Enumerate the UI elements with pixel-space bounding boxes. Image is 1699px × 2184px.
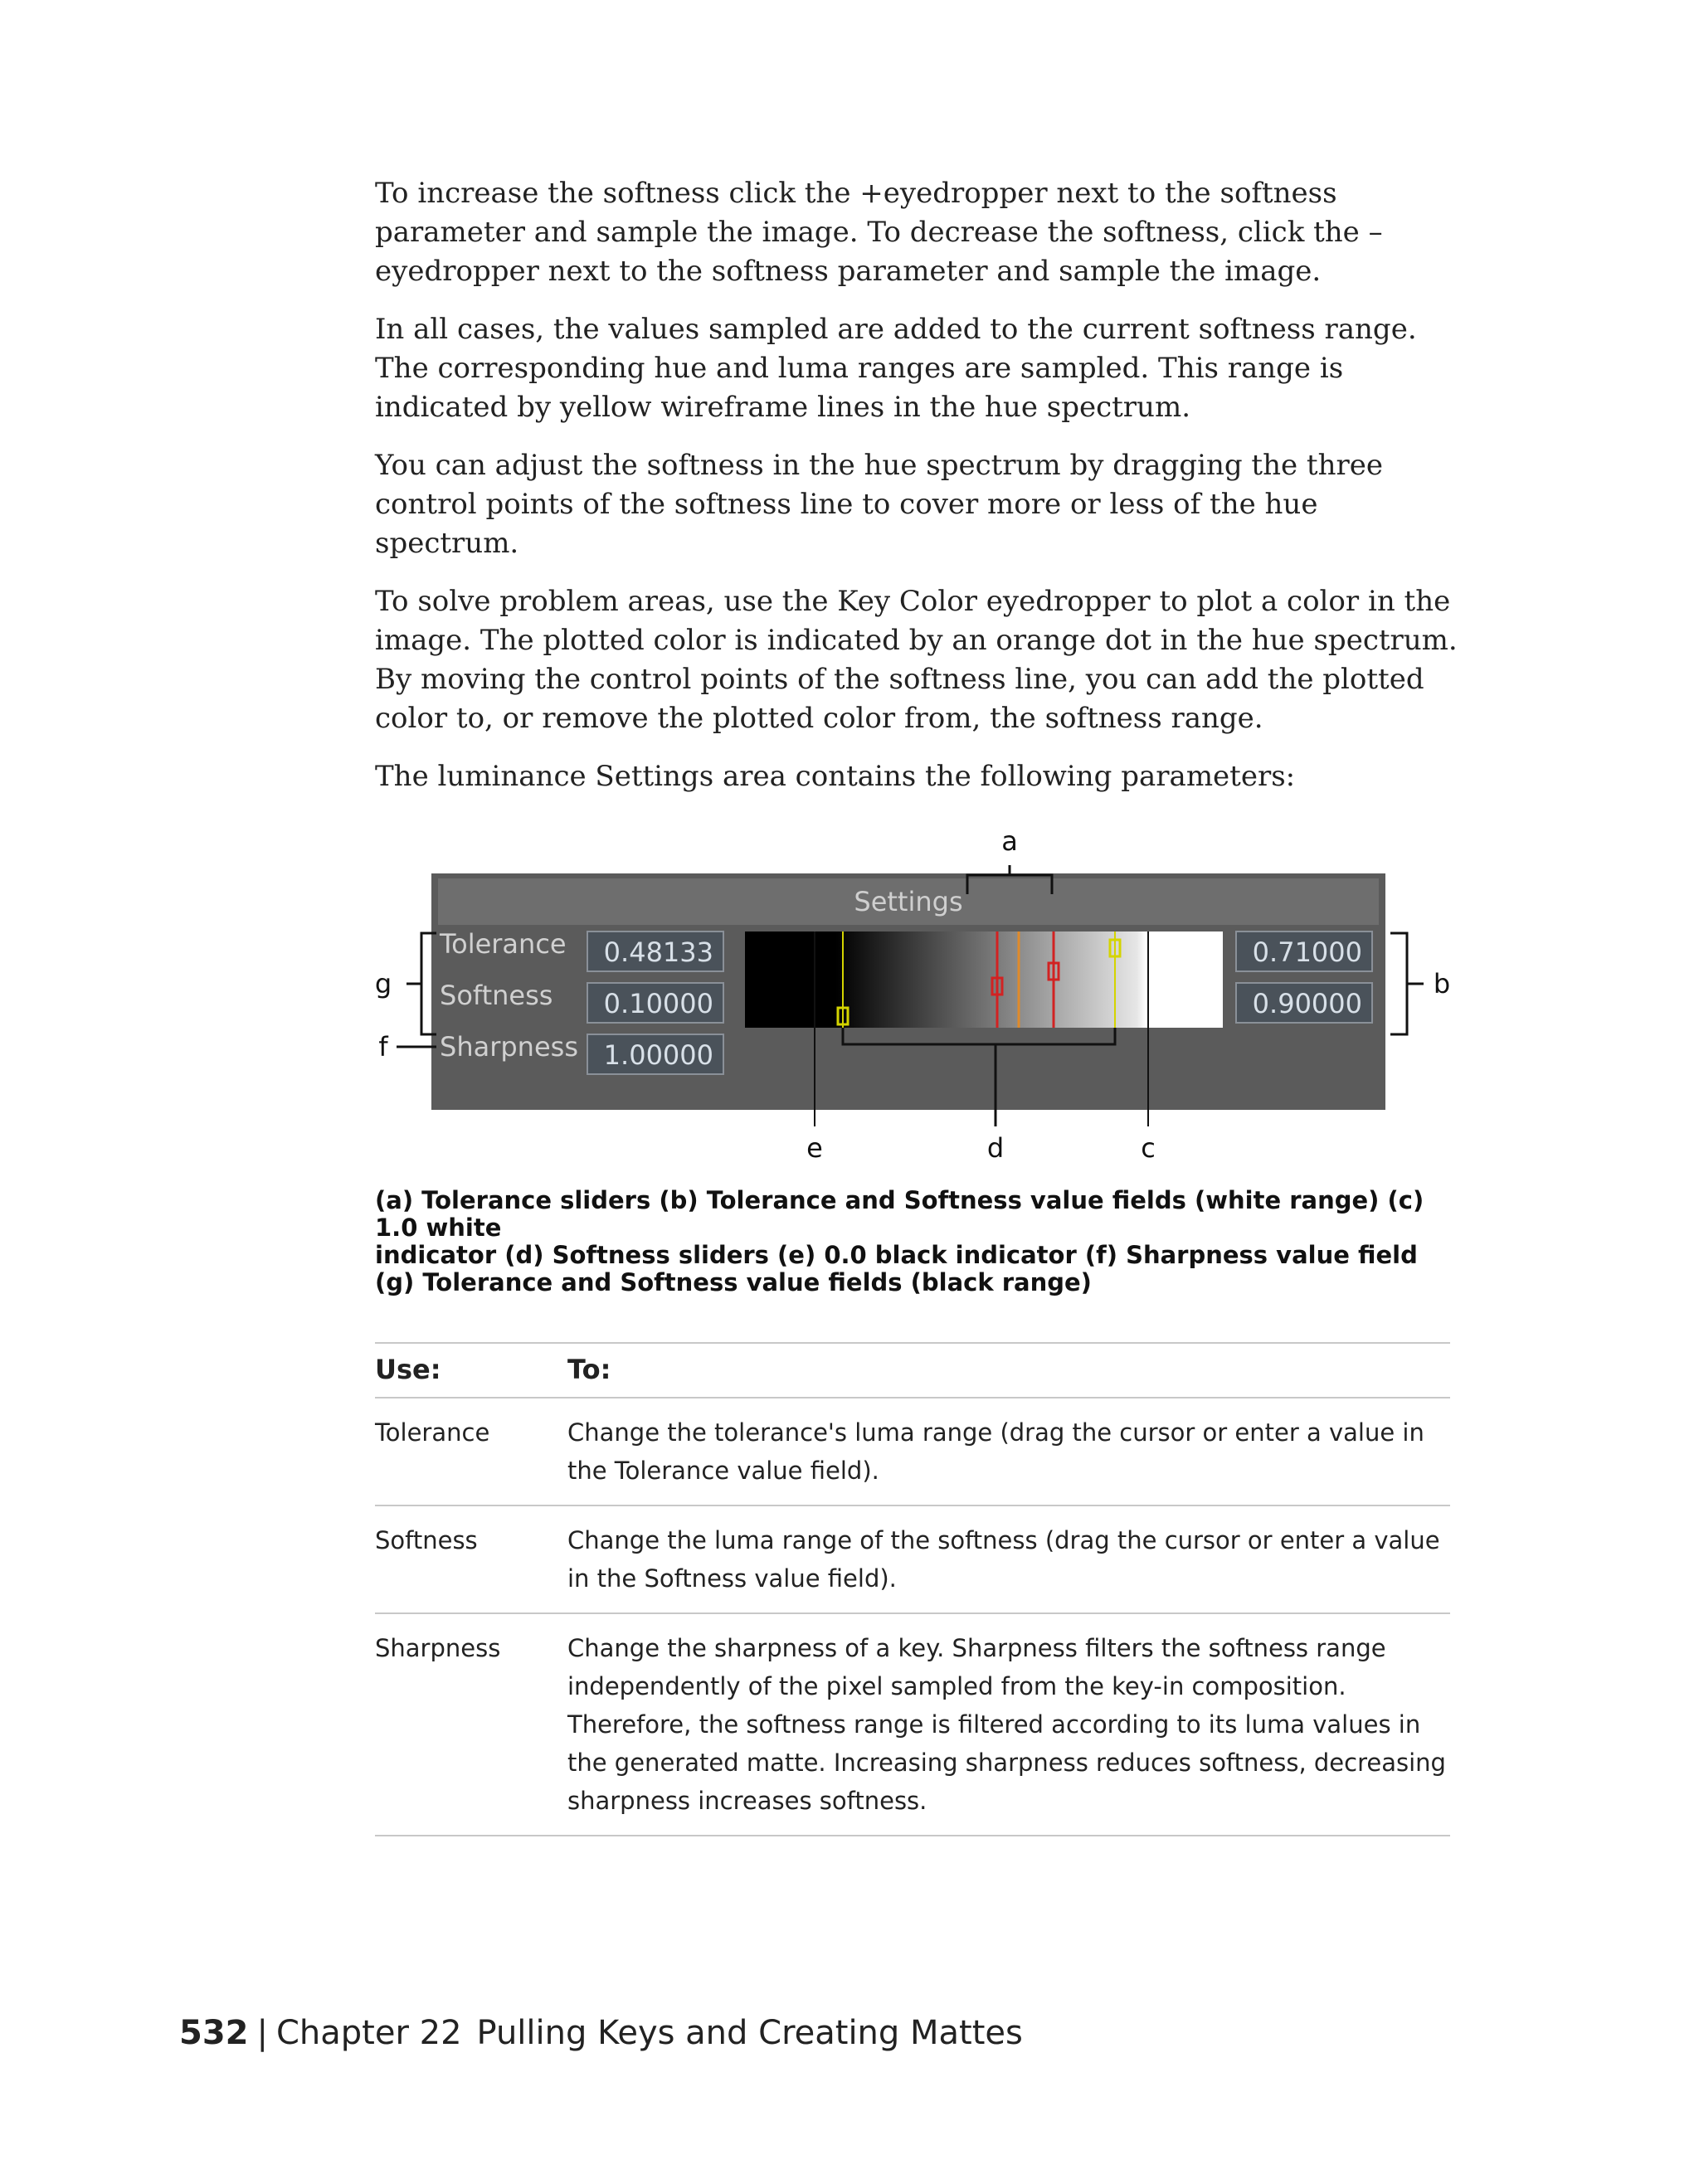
callout-d: d: [986, 1132, 1005, 1164]
tolerance-black-value: 0.48133: [603, 936, 713, 968]
paragraph: To solve problem areas, use the Key Color eyedropper to plot a color in the image. The plotted color is indicated by an orange dot in the hue spectrum. By moving the control points of the softness line, you can add the plotted color to, or remove the plotted color from, the softness range.: [375, 585, 1458, 735]
table-row: [375, 1398, 1450, 1505]
softness-black-value: 0.10000: [603, 988, 713, 1019]
tolerance-label: Tolerance: [440, 928, 567, 960]
caption-line: indicator (d) Softness sliders (e) 0.0 black indicator (f) Sharpness value field: [375, 1241, 1418, 1269]
page-number: 532: [179, 2014, 249, 2052]
callout-c: c: [1141, 1132, 1156, 1164]
caption-line: (a) Tolerance sliders (b) Tolerance and Softness value fields (white range) (c) 1.0 white: [375, 1186, 1424, 1242]
softness-label: Softness: [440, 980, 553, 1011]
table-cell-use: Tolerance: [375, 1398, 567, 1505]
table-cell-to: Change the luma range of the softness (drag the cursor or enter a value in the Softness value field).: [567, 1505, 1450, 1613]
paragraph: You can adjust the softness in the hue spectrum by dragging the three control points of the softness line to cover more or less of the hue spectrum.: [375, 449, 1383, 560]
table-cell-to: Change the sharpness of a key. Sharpness filters the softness range independently of the pixel sampled from the key-in composition. Therefore, the softness range is filtered according to its luma values in the generated matte. Increasing sharpness reduces softness, decreasing sharpness increases softness.: [567, 1613, 1450, 1836]
settings-diagram: [375, 815, 1462, 1180]
table-row: [375, 1505, 1450, 1613]
to-column-header: To:: [567, 1343, 1450, 1398]
page-footer: [179, 2014, 1023, 2052]
paragraph: The luminance Settings area contains the following parameters:: [375, 760, 1296, 793]
figure-caption: [375, 1187, 1462, 1296]
table-row: [375, 1613, 1450, 1836]
footer-separator: |: [256, 2014, 268, 2052]
paragraph: In all cases, the values sampled are added to the current softness range. The corresponding hue and luma ranges are sampled. This range is indicated by yellow wireframe lines in the hue spectrum.: [375, 313, 1417, 424]
table-cell-use: Softness: [375, 1505, 567, 1613]
parameters-table: [375, 1342, 1450, 1836]
luma-spectrum[interactable]: [745, 931, 1223, 1028]
luminance-settings-figure: [375, 815, 1462, 1180]
paragraph: To increase the softness click the +eyedropper next to the softness parameter and sample the image. To decrease the softness, click the – eyedropper next to the softness parameter and sample the image.: [375, 177, 1383, 288]
page-content: [375, 174, 1462, 1836]
table-cell-use: Sharpness: [375, 1613, 567, 1836]
table-header-row: [375, 1343, 1450, 1398]
callout-b: b: [1433, 968, 1451, 1000]
callout-e: e: [806, 1132, 823, 1164]
sharpness-value: 1.00000: [603, 1039, 713, 1071]
softness-white-value: 0.90000: [1252, 988, 1362, 1019]
tolerance-white-value: 0.71000: [1252, 936, 1362, 968]
callout-f: f: [378, 1031, 388, 1063]
use-column-header: Use:: [375, 1343, 567, 1398]
callout-g: g: [375, 968, 392, 1000]
sharpness-label: Sharpness: [440, 1031, 578, 1063]
callout-b-bracket: [1390, 933, 1424, 1034]
chapter-title: Pulling Keys and Creating Mattes: [476, 2014, 1023, 2052]
settings-title: Settings: [854, 886, 963, 917]
table-cell-to: Change the tolerance's luma range (drag the cursor or enter a value in the Tolerance value field).: [567, 1398, 1450, 1505]
callout-a: a: [1001, 825, 1018, 857]
chapter-label: Chapter 22: [275, 2014, 462, 2052]
caption-line: (g) Tolerance and Softness value fields (black range): [375, 1268, 1092, 1296]
